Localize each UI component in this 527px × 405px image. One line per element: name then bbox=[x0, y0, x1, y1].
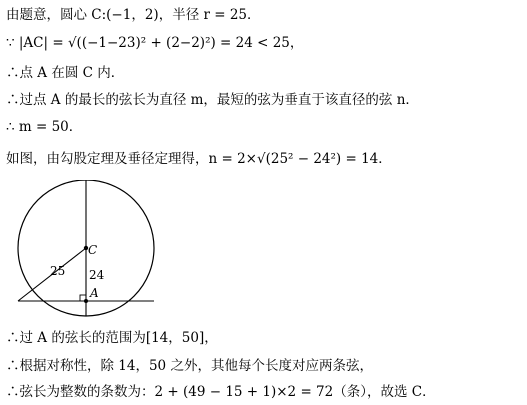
solution-line-4: ∴过点 A 的最长的弦长为直径 m，最短的弦为垂直于该直径的弦 n． bbox=[6, 92, 419, 108]
solution-line-6: 如图，由勾股定理及垂径定理得，n = 2×√(25² − 24²) = 14． bbox=[6, 151, 392, 167]
solution-line-1: 由题意，圆心 C:(−1，2)，半径 r = 25． bbox=[6, 7, 261, 23]
label-radius: 25 bbox=[50, 264, 66, 278]
label-a: A bbox=[90, 286, 99, 300]
point-a bbox=[84, 299, 88, 303]
circle-diagram bbox=[10, 180, 160, 320]
solution-line-7: ∴过 A 的弦长的范围为[14，50]， bbox=[6, 330, 218, 346]
label-c: C bbox=[88, 243, 98, 257]
label-distance: 24 bbox=[89, 268, 105, 282]
solution-line-8: ∴根据对称性，除 14，50 之外，其他每个长度对应两条弦， bbox=[6, 358, 373, 374]
circle-diagram-svg bbox=[10, 180, 160, 320]
solution-line-3: ∴点 A 在圆 C 内． bbox=[6, 65, 125, 81]
solution-line-9: ∴弦长为整数的条数为：2 + (49 − 15 + 1)×2 = 72（条），故选 C． bbox=[6, 384, 436, 400]
solution-line-2: ∵ |AC| = √((−1−23)² + (2−2)²) = 24 < 25， bbox=[6, 35, 304, 51]
solution-line-5: ∴ m = 50． bbox=[6, 119, 83, 135]
